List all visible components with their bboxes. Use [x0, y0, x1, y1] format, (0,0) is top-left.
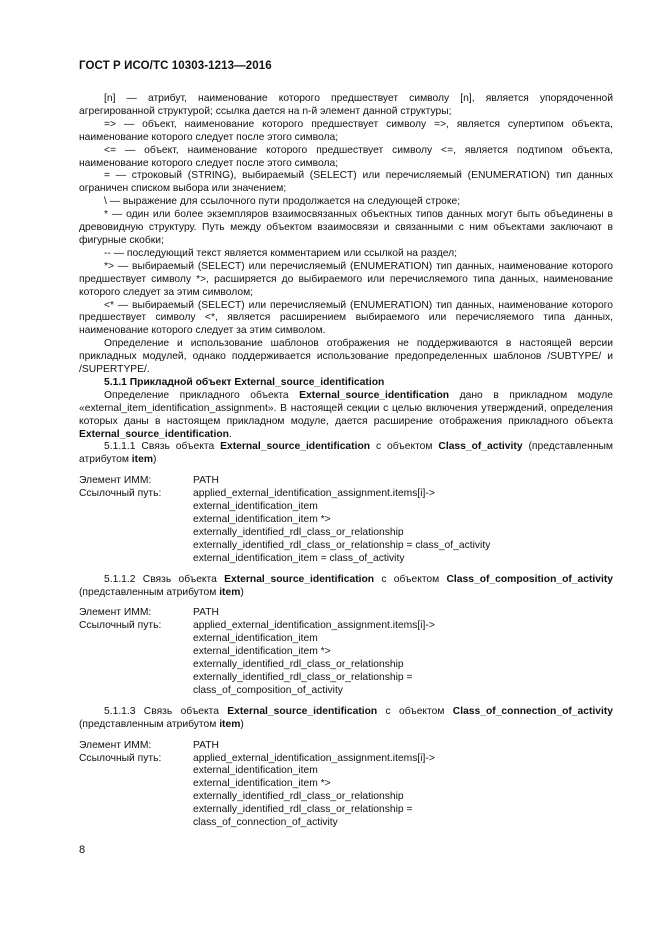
- page-header: ГОСТ Р ИСО/ТС 10303-1213—2016: [79, 60, 272, 72]
- notation-item: \ — выражение для ссылочного пути продолжается на следующей строке;: [104, 196, 461, 208]
- mapping-block: [79, 740, 613, 830]
- element-value: PATH: [193, 475, 219, 487]
- reference-path: applied_external_identification_assignment.items[i]-> external_identification_item external_identification_item *> externally_identified_rdl_class_or_relationship externally_identified_rdl_class_or_relationship = class_of_activity external_identification_item = class_of_activity: [193, 488, 491, 564]
- element-value: PATH: [193, 607, 219, 619]
- mapping-block: [79, 475, 613, 565]
- element-label: Элемент ИММ:: [79, 475, 152, 487]
- notation-item: <= — объект, наименование которого предшествует символу <=, является подтипом объекта, наименование которого следует после этого символа;: [79, 144, 613, 169]
- notation-item: -- — последующий текст является комментарием или ссылкой на раздел;: [104, 247, 457, 259]
- notation-note: Определение и использование шаблонов отображения не поддерживаются в настоящей версии прикладных модулей, однако поддерживается использование предопределенных шаблонов /SUBTYPE/ и /SUPERTYPE/.: [79, 338, 613, 376]
- path-label: Ссылочный путь:: [79, 488, 162, 500]
- page-number: 8: [79, 844, 86, 856]
- reference-path: applied_external_identification_assignment.items[i]-> external_identification_item external_identification_item *> externally_identified_rdl_class_or_relationship externally_identified_rdl_class_or_relationship = class_of_composition_of_activity: [193, 620, 435, 696]
- notation-item: = — строковый (STRING), выбираемый (SELECT) или перечисляемый (ENUMERATION) тип данных ограничен списком выбора или значением;: [79, 170, 613, 195]
- notation-item: * — один или более экземпляров взаимосвязанных объектных типов данных могут быть объединены в древовидную структуру. Путь между объектом взаимосвязи и связанными с ним объектами заключают в фигурные скобки;: [79, 209, 613, 246]
- notation-item: <* — выбираемый (SELECT) или перечисляемый (ENUMERATION) тип данных, наименование которого предшествует символу <*, является расширением выбираемого или перечисляемого типа данных, наименование которого следует за этим символом.: [79, 299, 613, 337]
- path-label: Ссылочный путь:: [79, 752, 162, 764]
- mapping-block: [79, 607, 613, 697]
- subsection-heading: 5.1.1.3 Связь объекта External_source_identification с объектом Class_of_connection_of_activity (представленным атрибутом item): [79, 705, 614, 730]
- path-label: Ссылочный путь:: [79, 620, 162, 632]
- subsection-heading: 5.1.1.2 Связь объекта External_source_identification с объектом Class_of_composition_of_activity (представленным атрибутом item): [79, 573, 614, 598]
- element-label: Элемент ИММ:: [79, 739, 152, 751]
- notation-item: *> — выбираемый (SELECT) или перечисляемый (ENUMERATION) тип данных, наименование которого предшествует символу *>, расширяется до выбираемого или перечисляемого типа данных, наименование которого следует за этим символом;: [79, 260, 613, 298]
- document-body: [79, 93, 613, 836]
- element-label: Элемент ИММ:: [79, 607, 152, 619]
- notation-item: [n] — атрибут, наименование которого предшествует символу [n], является упорядоченной агрегированной структурой; ссылка дается на n-й элемент данной структуры;: [79, 93, 613, 117]
- notation-item: => — объект, наименование которого предшествует символу =>, является супертипом объекта, наименование которого следует после этого символа;: [79, 118, 613, 143]
- reference-path: applied_external_identification_assignment.items[i]-> external_identification_item external_identification_item *> externally_identified_rdl_class_or_relationship externally_identified_rdl_class_or_relationship = class_of_connection_of_activity: [193, 752, 435, 829]
- subsection-heading: 5.1.1.1 Связь объекта External_source_identification с объектом Class_of_activity (представленным атрибутом item): [79, 441, 614, 466]
- element-value: PATH: [193, 739, 219, 751]
- section-heading: 5.1.1 Прикладной объект External_source_identification: [104, 376, 385, 388]
- section-intro: Определение прикладного объекта External_source_identification дано в прикладном модуле «external_item_identification_assignment». В настоящей секции с целью включения утверждений, определения которых даны в настоящем прикладном модуле, дается расширение отображения прикладного объекта External_source_identification.: [79, 389, 613, 440]
